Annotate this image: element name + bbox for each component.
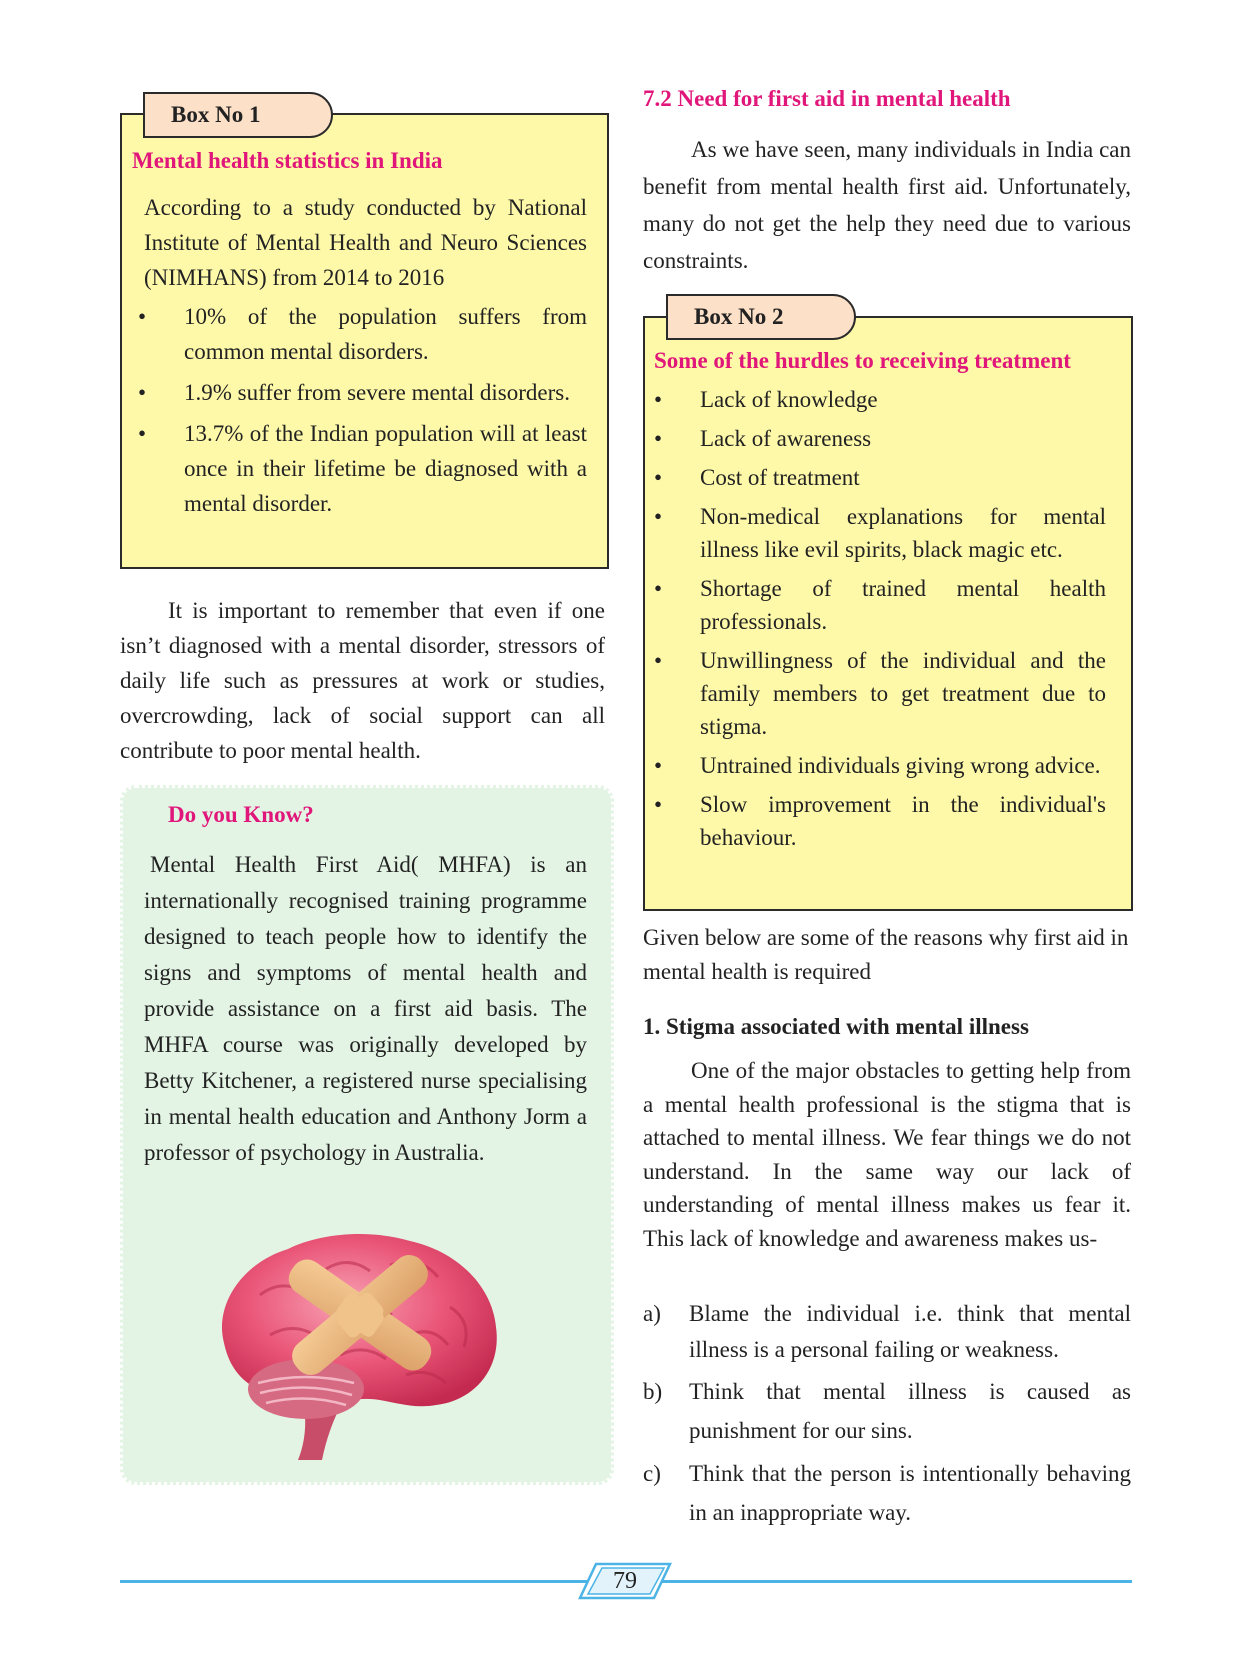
- list-item: • Non-medical explanations for mental illness like evil spirits, black magic etc.: [654, 500, 1106, 566]
- box-1-tab: [143, 92, 333, 138]
- reasons-intro: Given below are some of the reasons why first aid in mental health is required: [643, 925, 1129, 984]
- list-item: • Shortage of trained mental health professionals.: [654, 572, 1106, 638]
- box-2-bullet-list: [654, 383, 1106, 854]
- list-item: [643, 1372, 1131, 1450]
- section-heading: 7.2 Need for first aid in mental health: [643, 86, 1011, 111]
- left-paragraph: It is important to remember that even if one isn’t diagnosed with a mental disorder, stressors of daily life such as pressures at work or studies, overcrowding, lack of social support can all contribute to poor mental health.: [120, 598, 605, 763]
- list-letter: b): [643, 1379, 663, 1404]
- list-item: • Lack of knowledge: [654, 383, 1106, 416]
- box-1-content: [144, 190, 587, 521]
- box-2-tab-label: Box No 2: [694, 304, 784, 329]
- list-item: [643, 1454, 1131, 1532]
- box-1-tab-label: Box No 1: [171, 102, 261, 127]
- do-you-know-text: Mental Health First Aid( MHFA) is an internationally recognised training programme designed to teach people how to identify the signs and symptoms of mental health and provide assistance on a first aid basis. The MHFA course was originally developed by Betty Kitchener, a registered nurse specialising in mental health education and Anthony Jorm a professor of psychology in Australia.: [144, 852, 587, 1165]
- page-number: 79: [613, 1568, 637, 1594]
- list-text: Think that mental illness is caused as punishment for our sins.: [689, 1379, 1131, 1443]
- list-item: • 10% of the population suffers from common mental disorders.: [138, 299, 587, 369]
- list-letter: a): [643, 1301, 661, 1326]
- list-item: • Untrained individuals giving wrong advice.: [654, 749, 1106, 782]
- box-2-content: [654, 383, 1106, 854]
- list-item: • Cost of treatment: [654, 461, 1106, 494]
- stigma-paragraph: One of the major obstacles to getting help from a mental health professional is the stigma that is attached to mental illness. We fear things we do not understand. In the same way our lack of understanding of mental illness makes us fear it. This lack of knowledge and awareness makes us-: [643, 1058, 1131, 1251]
- stigma-list: [643, 1296, 1131, 1532]
- box-2-title: Some of the hurdles to receiving treatment: [654, 348, 1071, 373]
- list-item: • 13.7% of the Indian population will at least once in their lifetime be diagnosed with a mental disorder.: [138, 416, 587, 521]
- list-item: [643, 1296, 1131, 1368]
- list-item: • 1.9% suffer from severe mental disorders.: [138, 375, 587, 410]
- brain-with-bandage-illustration: [210, 1225, 530, 1465]
- list-item: • Lack of awareness: [654, 422, 1106, 455]
- box-1-intro: According to a study conducted by National Institute of Mental Health and Neuro Sciences (NIMHANS) from 2014 to 2016: [144, 195, 587, 290]
- stigma-heading: 1. Stigma associated with mental illness: [643, 1014, 1029, 1039]
- list-item: • Slow improvement in the individual's behaviour.: [654, 788, 1106, 854]
- box-1-title: Mental health statistics in India: [132, 148, 443, 173]
- list-item: • Unwillingness of the individual and the family members to get treatment due to stigma.: [654, 644, 1106, 743]
- do-you-know-title: Do you Know?: [168, 802, 314, 827]
- box-1-bullet-list: [138, 299, 587, 521]
- list-letter: c): [643, 1461, 661, 1486]
- section-intro: As we have seen, many individuals in India can benefit from mental health first aid. Unfortunately, many do not get the help they need due to various constraints.: [643, 137, 1131, 273]
- box-2-tab: [666, 294, 856, 340]
- list-text: Think that the person is intentionally behaving in an inappropriate way.: [689, 1461, 1131, 1525]
- list-text: Blame the individual i.e. think that mental illness is a personal failing or weakness.: [689, 1301, 1131, 1362]
